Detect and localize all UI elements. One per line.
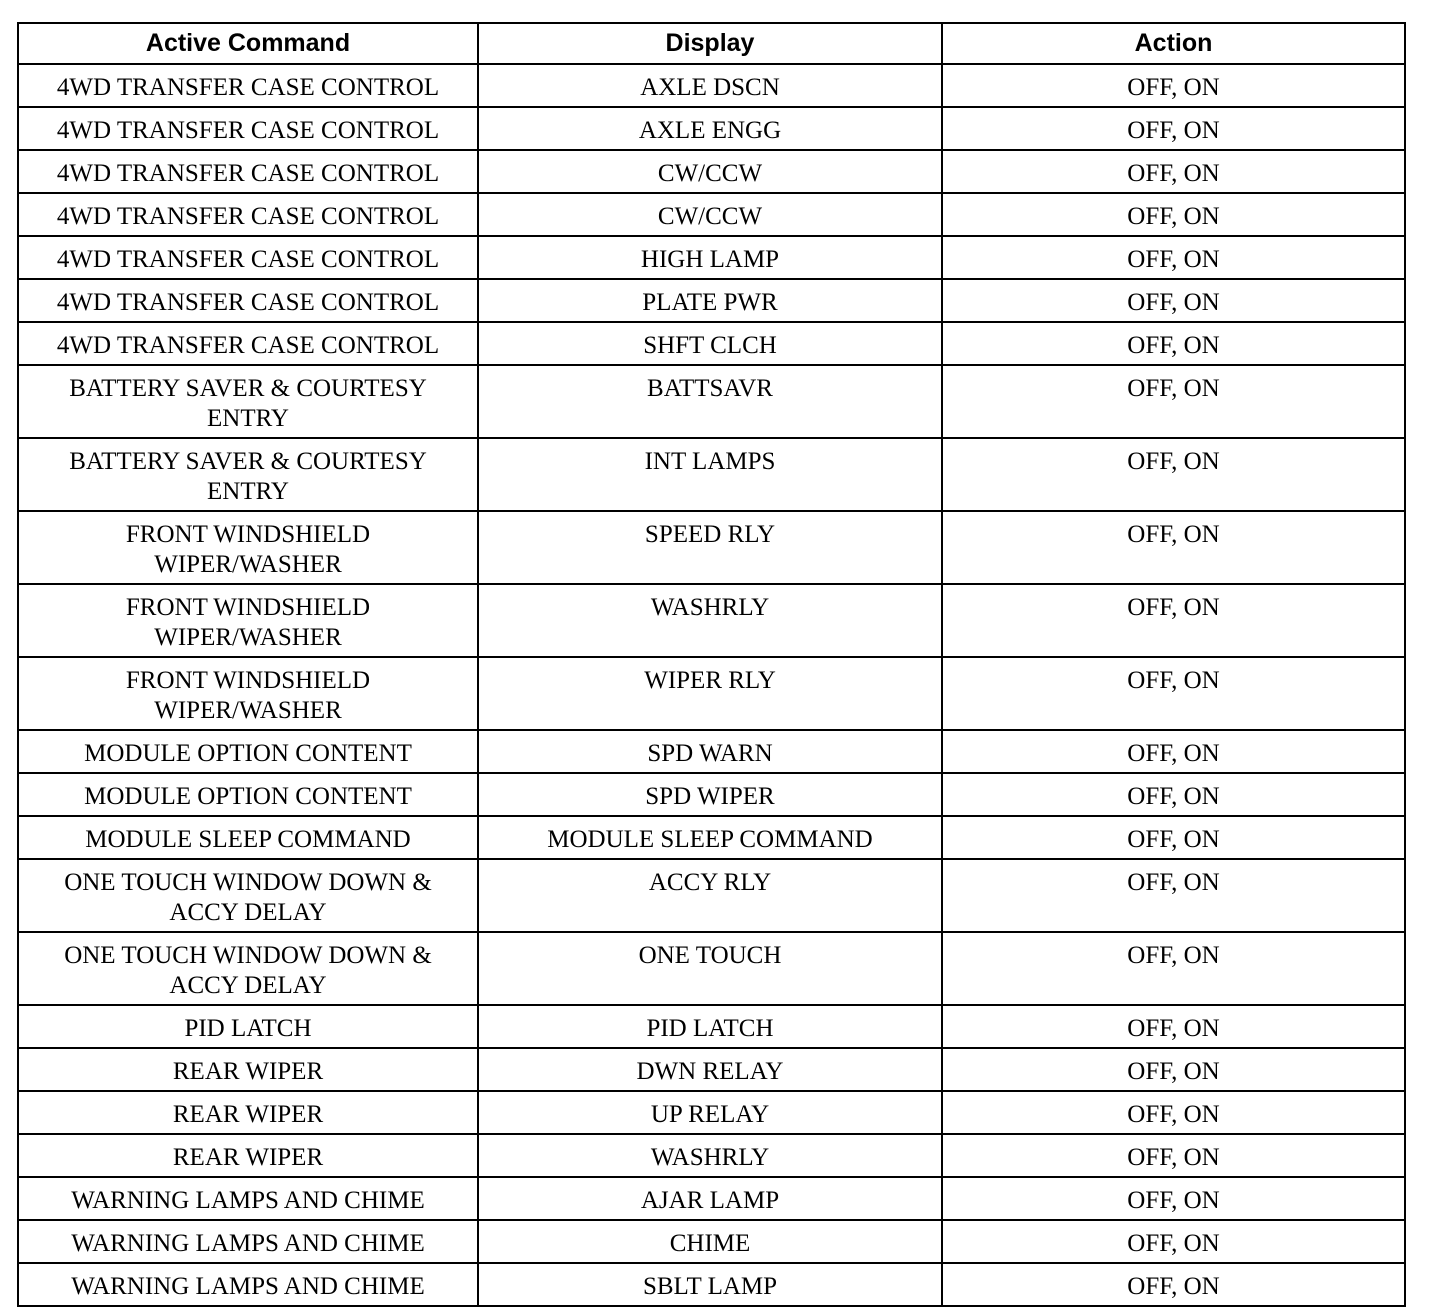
active-command-line: WIPER/WASHER: [154, 624, 342, 651]
active-command-table-container: [17, 22, 1406, 1307]
action-cell: OFF, ON: [942, 322, 1405, 365]
display-cell: MODULE SLEEP COMMAND: [478, 816, 942, 859]
active-command-line: 4WD TRANSFER CASE CONTROL: [56, 289, 440, 316]
display-cell: SPD WARN: [478, 730, 942, 773]
display-cell: PID LATCH: [478, 1005, 942, 1048]
active-command-line: REAR WIPER: [172, 1144, 324, 1171]
active-command-table: [17, 22, 1406, 1307]
action-cell: OFF, ON: [942, 1048, 1405, 1091]
action-cell: OFF, ON: [942, 64, 1405, 107]
table-row: [18, 1048, 1405, 1091]
active-command-cell: [18, 773, 478, 816]
display-cell: DWN RELAY: [478, 1048, 942, 1091]
active-command-cell: [18, 322, 478, 365]
active-command-cell: [18, 1134, 478, 1177]
active-command-cell: [18, 236, 478, 279]
active-command-line: ACCY DELAY: [169, 899, 327, 926]
action-cell: OFF, ON: [942, 1005, 1405, 1048]
active-command-line: 4WD TRANSFER CASE CONTROL: [56, 117, 440, 144]
active-command-cell: [18, 511, 478, 584]
active-command-line: BATTERY SAVER & COURTESY: [69, 448, 427, 475]
active-command-line: 4WD TRANSFER CASE CONTROL: [56, 246, 440, 273]
active-command-line: WARNING LAMPS AND CHIME: [71, 1230, 425, 1257]
display-cell: PLATE PWR: [478, 279, 942, 322]
action-cell: OFF, ON: [942, 773, 1405, 816]
active-command-line: 4WD TRANSFER CASE CONTROL: [56, 160, 440, 187]
display-cell: ONE TOUCH: [478, 932, 942, 1005]
table-row: [18, 64, 1405, 107]
display-cell: CHIME: [478, 1220, 942, 1263]
active-command-line: PID LATCH: [184, 1015, 312, 1042]
active-command-line: ONE TOUCH WINDOW DOWN &: [64, 942, 432, 969]
active-command-cell: [18, 932, 478, 1005]
action-cell: OFF, ON: [942, 730, 1405, 773]
display-cell: SBLT LAMP: [478, 1263, 942, 1306]
active-command-line: MODULE OPTION CONTENT: [84, 740, 412, 767]
action-cell: OFF, ON: [942, 150, 1405, 193]
active-command-line: WIPER/WASHER: [154, 697, 342, 724]
table-row: [18, 438, 1405, 511]
active-command-cell: [18, 859, 478, 932]
table-row: [18, 236, 1405, 279]
header-row: [18, 23, 1405, 64]
active-command-cell: [18, 1177, 478, 1220]
action-cell: OFF, ON: [942, 1091, 1405, 1134]
action-cell: OFF, ON: [942, 1263, 1405, 1306]
table-row: [18, 1263, 1405, 1306]
active-command-line: WARNING LAMPS AND CHIME: [71, 1187, 425, 1214]
action-cell: OFF, ON: [942, 107, 1405, 150]
table-row: [18, 193, 1405, 236]
active-command-line: ENTRY: [207, 405, 289, 432]
table-row: [18, 816, 1405, 859]
display-cell: SPD WIPER: [478, 773, 942, 816]
active-command-cell: [18, 1091, 478, 1134]
active-command-cell: [18, 1048, 478, 1091]
action-cell: OFF, ON: [942, 932, 1405, 1005]
table-row: [18, 932, 1405, 1005]
active-command-line: WARNING LAMPS AND CHIME: [71, 1273, 425, 1300]
display-cell: SHFT CLCH: [478, 322, 942, 365]
table-row: [18, 1091, 1405, 1134]
active-command-line: ONE TOUCH WINDOW DOWN &: [64, 869, 432, 896]
table-body: [18, 64, 1405, 1306]
display-cell: CW/CCW: [478, 193, 942, 236]
display-cell: WASHRLY: [478, 584, 942, 657]
active-command-line: 4WD TRANSFER CASE CONTROL: [56, 332, 440, 359]
table-row: [18, 1134, 1405, 1177]
table-row: [18, 365, 1405, 438]
header-active-command: Active Command: [18, 23, 478, 64]
display-cell: CW/CCW: [478, 150, 942, 193]
display-cell: ACCY RLY: [478, 859, 942, 932]
table-row: [18, 859, 1405, 932]
table-row: [18, 1005, 1405, 1048]
action-cell: OFF, ON: [942, 1177, 1405, 1220]
header-action: Action: [942, 23, 1405, 64]
action-cell: OFF, ON: [942, 859, 1405, 932]
active-command-line: MODULE SLEEP COMMAND: [85, 826, 411, 853]
display-cell: WIPER RLY: [478, 657, 942, 730]
active-command-line: ACCY DELAY: [169, 972, 327, 999]
display-cell: INT LAMPS: [478, 438, 942, 511]
active-command-line: REAR WIPER: [172, 1058, 324, 1085]
table-row: [18, 511, 1405, 584]
table-row: [18, 322, 1405, 365]
table-row: [18, 584, 1405, 657]
action-cell: OFF, ON: [942, 1134, 1405, 1177]
active-command-cell: [18, 816, 478, 859]
action-cell: OFF, ON: [942, 511, 1405, 584]
display-cell: AXLE DSCN: [478, 64, 942, 107]
active-command-line: FRONT WINDSHIELD: [125, 667, 371, 694]
active-command-line: FRONT WINDSHIELD: [125, 594, 371, 621]
table-row: [18, 107, 1405, 150]
active-command-cell: [18, 438, 478, 511]
active-command-line: MODULE OPTION CONTENT: [84, 783, 412, 810]
active-command-cell: [18, 1263, 478, 1306]
action-cell: OFF, ON: [942, 584, 1405, 657]
table-row: [18, 279, 1405, 322]
active-command-cell: [18, 193, 478, 236]
active-command-cell: [18, 1005, 478, 1048]
active-command-line: FRONT WINDSHIELD: [125, 521, 371, 548]
active-command-cell: [18, 107, 478, 150]
display-cell: SPEED RLY: [478, 511, 942, 584]
header-display: Display: [478, 23, 942, 64]
table-row: [18, 657, 1405, 730]
action-cell: OFF, ON: [942, 193, 1405, 236]
table-row: [18, 150, 1405, 193]
active-command-cell: [18, 365, 478, 438]
display-cell: UP RELAY: [478, 1091, 942, 1134]
active-command-cell: [18, 279, 478, 322]
active-command-line: BATTERY SAVER & COURTESY: [69, 375, 427, 402]
action-cell: OFF, ON: [942, 1220, 1405, 1263]
table-row: [18, 1177, 1405, 1220]
active-command-line: ENTRY: [207, 478, 289, 505]
display-cell: HIGH LAMP: [478, 236, 942, 279]
table-row: [18, 773, 1405, 816]
table-row: [18, 730, 1405, 773]
display-cell: AXLE ENGG: [478, 107, 942, 150]
display-cell: WASHRLY: [478, 1134, 942, 1177]
display-cell: BATTSAVR: [478, 365, 942, 438]
active-command-line: 4WD TRANSFER CASE CONTROL: [56, 74, 440, 101]
active-command-cell: [18, 584, 478, 657]
active-command-cell: [18, 64, 478, 107]
display-cell: AJAR LAMP: [478, 1177, 942, 1220]
active-command-cell: [18, 1220, 478, 1263]
action-cell: OFF, ON: [942, 438, 1405, 511]
table-row: [18, 1220, 1405, 1263]
active-command-line: WIPER/WASHER: [154, 551, 342, 578]
active-command-line: REAR WIPER: [172, 1101, 324, 1128]
active-command-cell: [18, 730, 478, 773]
action-cell: OFF, ON: [942, 816, 1405, 859]
active-command-cell: [18, 150, 478, 193]
action-cell: OFF, ON: [942, 279, 1405, 322]
active-command-cell: [18, 657, 478, 730]
action-cell: OFF, ON: [942, 236, 1405, 279]
action-cell: OFF, ON: [942, 657, 1405, 730]
action-cell: OFF, ON: [942, 365, 1405, 438]
active-command-line: 4WD TRANSFER CASE CONTROL: [56, 203, 440, 230]
